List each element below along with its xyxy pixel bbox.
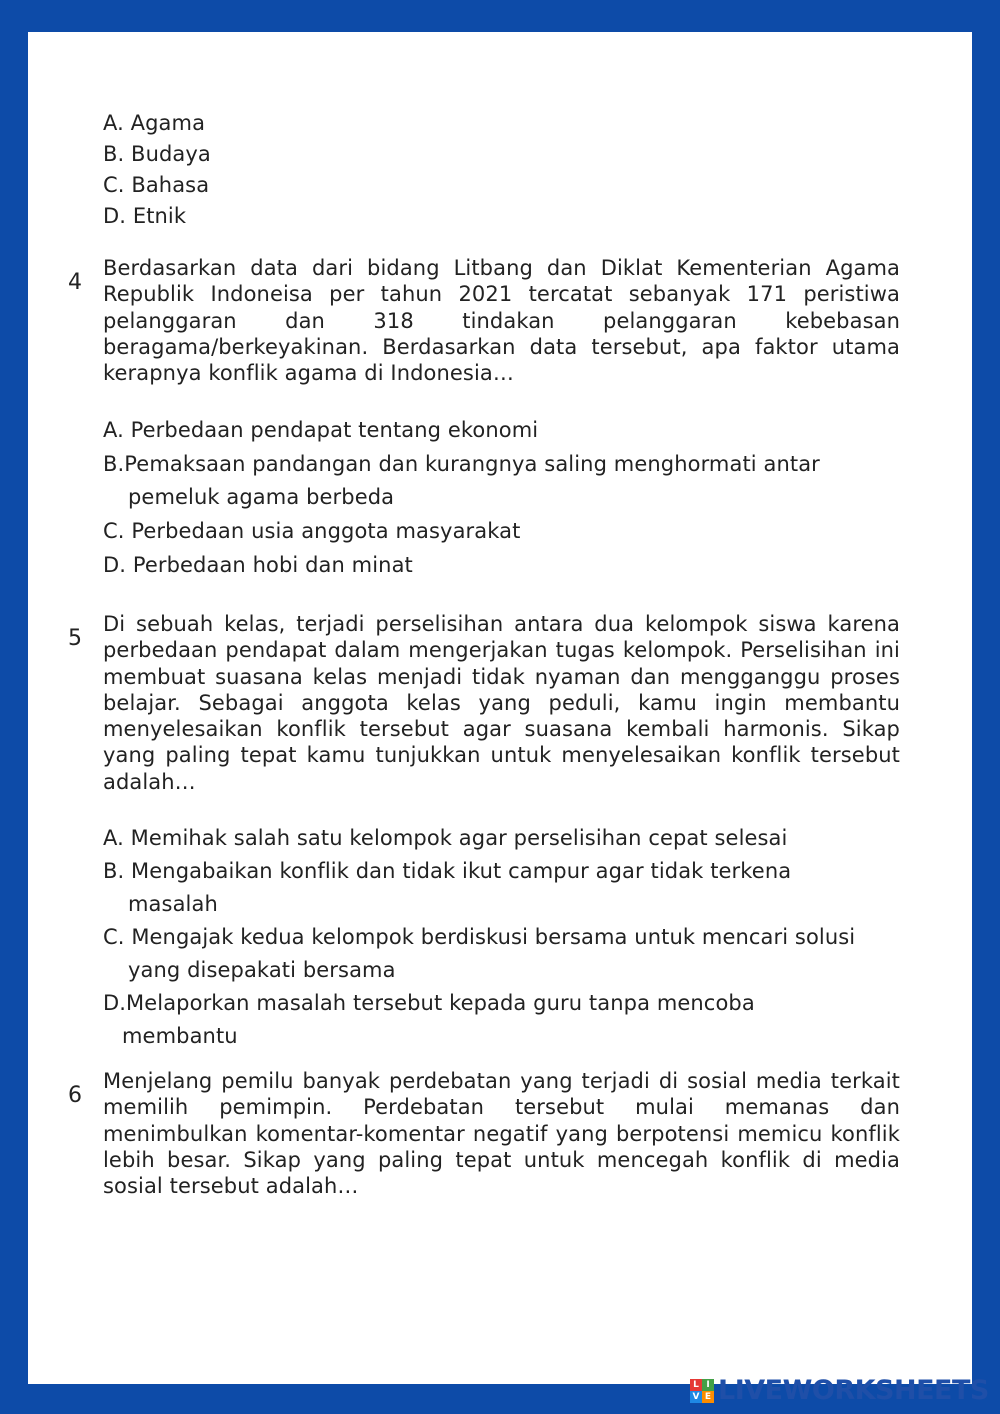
q4-option-a: A. Perbedaan pendapat tentang ekonomi xyxy=(103,418,539,442)
q4-option-d: D. Perbedaan hobi dan minat xyxy=(103,553,413,577)
q5-option-a: A. Memihak salah satu kelompok agar perselisihan cepat selesai xyxy=(103,826,788,850)
logo-mark-letter: V xyxy=(690,1391,702,1403)
q4-option-b-continued: pemeluk agama berbeda xyxy=(128,485,395,509)
logo-mark-letter: I xyxy=(702,1379,714,1391)
liveworksheets-logo-mark-icon xyxy=(690,1379,714,1403)
q3-option-a: A. Agama xyxy=(103,111,206,135)
liveworksheets-logo-text: LIVEWORKSHEETS xyxy=(718,1375,989,1406)
q5-option-d-continued: membantu xyxy=(122,1024,238,1048)
q5-option-c-continued: yang disepakati bersama xyxy=(128,958,396,982)
q5-option-d: D.Melaporkan masalah tersebut kepada guru tanpa mencoba xyxy=(103,991,755,1015)
q5-option-b-continued: masalah xyxy=(128,892,218,916)
question-6-text: Menjelang pemilu banyak perdebatan yang terjadi di sosial media terkait memilih pemimpin. Perdebatan tersebut mulai memanas dan menimbulkan komentar-komentar negatif yang berpotensi memicu konflik lebih besar. Sikap yang paling tepat untuk mencegah konflik di media sosial tersebut adalah… xyxy=(103,1069,900,1199)
question-number-5: 5 xyxy=(68,626,82,651)
q4-option-c: C. Perbedaan usia anggota masyarakat xyxy=(103,519,521,543)
q5-option-c: C. Mengajak kedua kelompok berdiskusi bersama untuk mencari solusi xyxy=(103,925,856,949)
question-4-text: Berdasarkan data dari bidang Litbang dan Diklat Kementerian Agama Republik Indoneisa per tahun 2021 tercatat sebanyak 171 peristiwa pelanggaran dan 318 tindakan pelanggaran kebebasan beragama/berkeyakinan. Berdasarkan data tersebut, apa faktor utama kerapnya konflik agama di Indonesia… xyxy=(103,256,900,386)
logo-mark-letter: L xyxy=(690,1379,702,1391)
q3-option-c: C. Bahasa xyxy=(103,173,210,197)
q5-option-b: B. Mengabaikan konflik dan tidak ikut campur agar tidak terkena xyxy=(103,859,792,883)
q3-option-d: D. Etnik xyxy=(103,204,187,228)
q3-option-b: B. Budaya xyxy=(103,142,211,166)
question-5-text: Di sebuah kelas, terjadi perselisihan antara dua kelompok siswa karena perbedaan pendapat dalam mengerjakan tugas kelompok. Perselisihan ini membuat suasana kelas menjadi tidak nyaman dan mengganggu proses belajar. Sebagai anggota kelas yang peduli, kamu ingin membantu menyelesaikan konflik tersebut agar suasana kembali harmonis. Sikap yang paling tepat kamu tunjukkan untuk menyelesaikan konflik tersebut adalah… xyxy=(103,612,900,794)
logo-mark-letter: E xyxy=(702,1391,714,1403)
liveworksheets-logo xyxy=(690,1375,989,1406)
q4-option-b: B.Pemaksaan pandangan dan kurangnya saling menghormati antar xyxy=(103,452,820,476)
question-number-6: 6 xyxy=(68,1083,82,1108)
question-number-4: 4 xyxy=(68,270,82,295)
